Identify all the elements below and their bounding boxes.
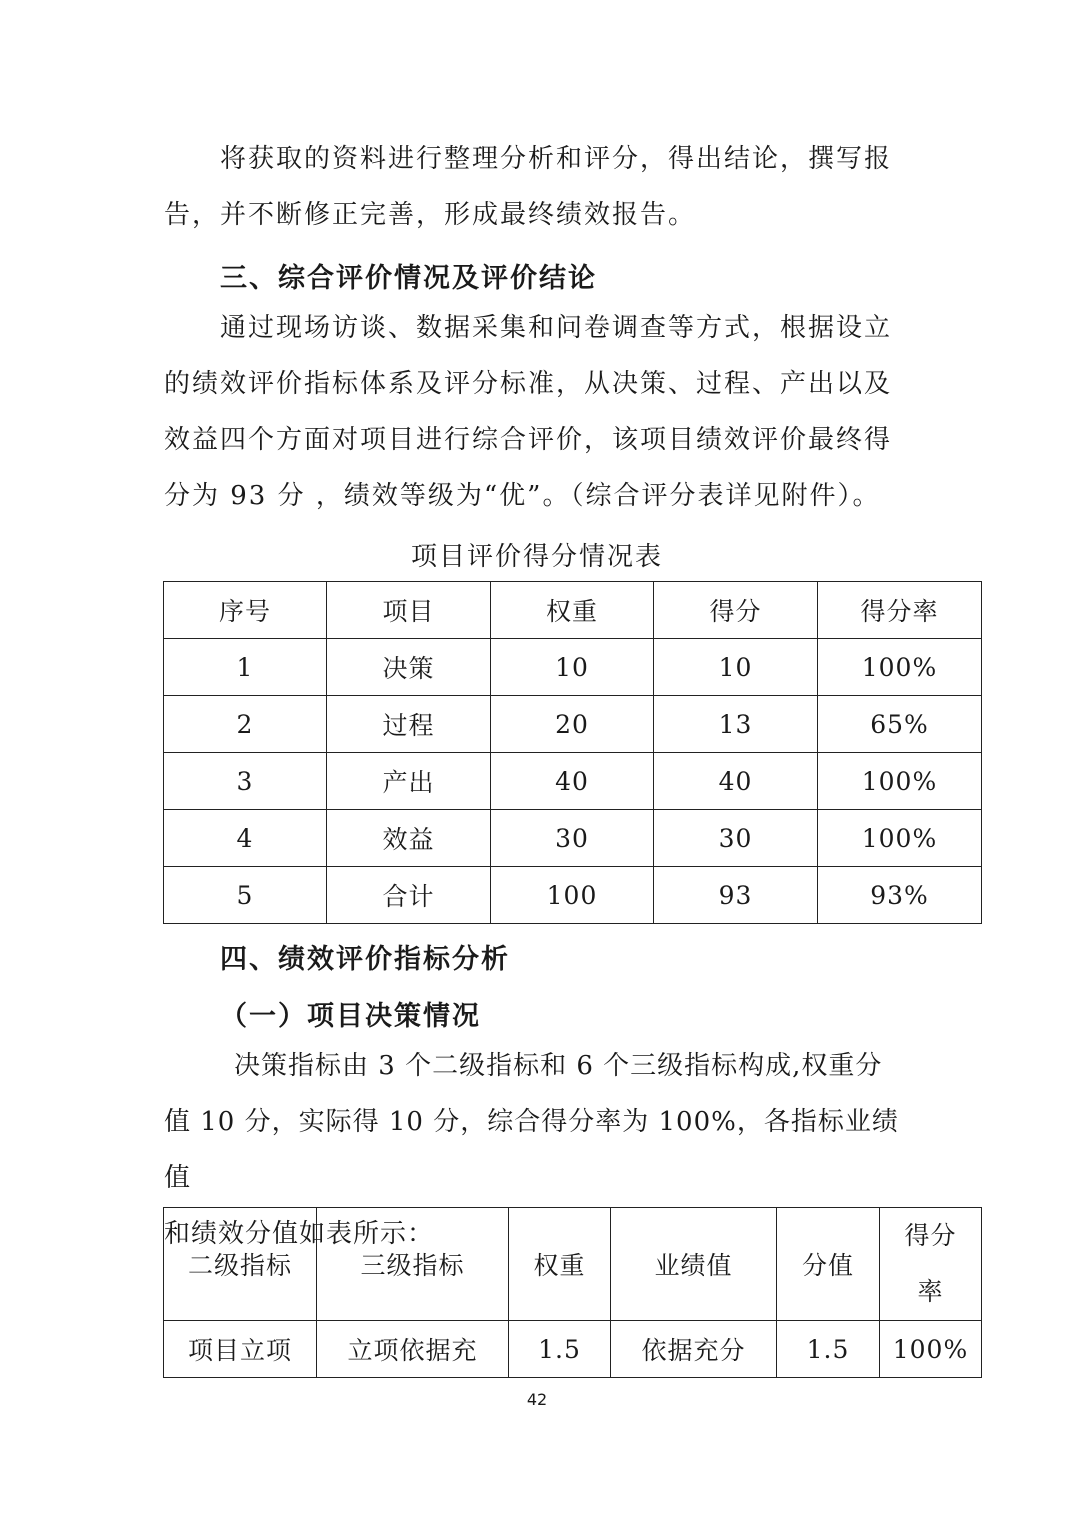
section3-paragraph — [164, 300, 924, 524]
decision-table-header-row — [164, 1208, 982, 1321]
section3-line-2: 的绩效评价指标体系及评分标准，从决策、过程、产出以及 — [164, 369, 893, 399]
cell-rate: 100% — [818, 810, 982, 867]
cell-rate: 100% — [880, 1321, 982, 1378]
section4-heading: 四、绩效评价指标分析 — [220, 944, 510, 975]
header-cell-weight: 权重 — [509, 1208, 611, 1321]
cell-level3: 立项依据充 — [317, 1321, 509, 1378]
decision-table — [163, 1207, 982, 1378]
cell-index: 1 — [164, 639, 327, 696]
table-row — [164, 753, 982, 810]
score-table-header-row — [164, 582, 982, 639]
subsection1-heading: （一）项目决策情况 — [220, 1001, 481, 1032]
table-row — [164, 810, 982, 867]
section3-line-4: 分为 93 分 ，绩效等级为“优”。（综合评分表详见附件）。 — [164, 481, 881, 511]
table-row — [164, 867, 982, 924]
header-cell-score: 得分 — [654, 582, 818, 639]
cell-item: 产出 — [327, 753, 491, 810]
decision-line-1: 决策指标由 3 个二级指标和 6 个三级指标构成,权重分 — [234, 1051, 883, 1081]
cell-value: 1.5 — [777, 1321, 880, 1378]
cell-item: 过程 — [327, 696, 491, 753]
cell-index: 2 — [164, 696, 327, 753]
section3-line-3: 效益四个方面对项目进行综合评价，该项目绩效评价最终得 — [164, 425, 893, 455]
cell-score: 40 — [654, 753, 818, 810]
intro-paragraph — [164, 131, 924, 243]
cell-weight: 10 — [491, 639, 654, 696]
cell-item: 决策 — [327, 639, 491, 696]
table-row — [164, 639, 982, 696]
cell-level2: 项目立项 — [164, 1321, 317, 1378]
cell-weight: 1.5 — [509, 1321, 611, 1378]
cell-index: 3 — [164, 753, 327, 810]
cell-index: 4 — [164, 810, 327, 867]
page-number: 42 — [526, 1390, 548, 1409]
score-table-caption: 项目评价得分情况表 — [410, 542, 663, 572]
cell-score: 93 — [654, 867, 818, 924]
cell-index: 5 — [164, 867, 327, 924]
header-cell-level2: 二级指标 — [164, 1208, 317, 1321]
header-cell-value: 分值 — [777, 1208, 880, 1321]
cell-item: 效益 — [327, 810, 491, 867]
score-table — [163, 581, 982, 924]
table-row — [164, 1321, 982, 1378]
decision-line-2: 值 10 分，实际得 10 分，综合得分率为 100%，各指标业绩值 — [164, 1107, 899, 1193]
cell-item: 合计 — [327, 867, 491, 924]
cell-rate: 93% — [818, 867, 982, 924]
header-cell-item: 项目 — [327, 582, 491, 639]
cell-weight: 100 — [491, 867, 654, 924]
intro-line-1: 将获取的资料进行整理分析和评分，得出结论，撰写报 — [220, 144, 893, 174]
cell-score: 10 — [654, 639, 818, 696]
section3-heading: 三、综合评价情况及评价结论 — [220, 263, 597, 294]
header-cell-performance: 业绩值 — [611, 1208, 777, 1321]
cell-weight: 20 — [491, 696, 654, 753]
header-cell-weight: 权重 — [491, 582, 654, 639]
cell-score: 30 — [654, 810, 818, 867]
cell-rate: 100% — [818, 753, 982, 810]
header-cell-index: 序号 — [164, 582, 327, 639]
cell-weight: 30 — [491, 810, 654, 867]
cell-rate: 100% — [818, 639, 982, 696]
cell-score: 13 — [654, 696, 818, 753]
header-cell-rate: 得分率 — [818, 582, 982, 639]
cell-rate: 65% — [818, 696, 982, 753]
cell-weight: 40 — [491, 753, 654, 810]
intro-line-2: 告，并不断修正完善，形成最终绩效报告。 — [164, 200, 697, 230]
table-row — [164, 696, 982, 753]
section3-line-1: 通过现场访谈、数据采集和问卷调查等方式，根据设立 — [220, 313, 893, 343]
cell-performance: 依据充分 — [611, 1321, 777, 1378]
decision-line-3: 和绩效分值如表所示： — [164, 1219, 435, 1249]
header-cell-level3: 三级指标 — [317, 1208, 509, 1321]
header-cell-rate: 得分率 — [880, 1208, 982, 1321]
